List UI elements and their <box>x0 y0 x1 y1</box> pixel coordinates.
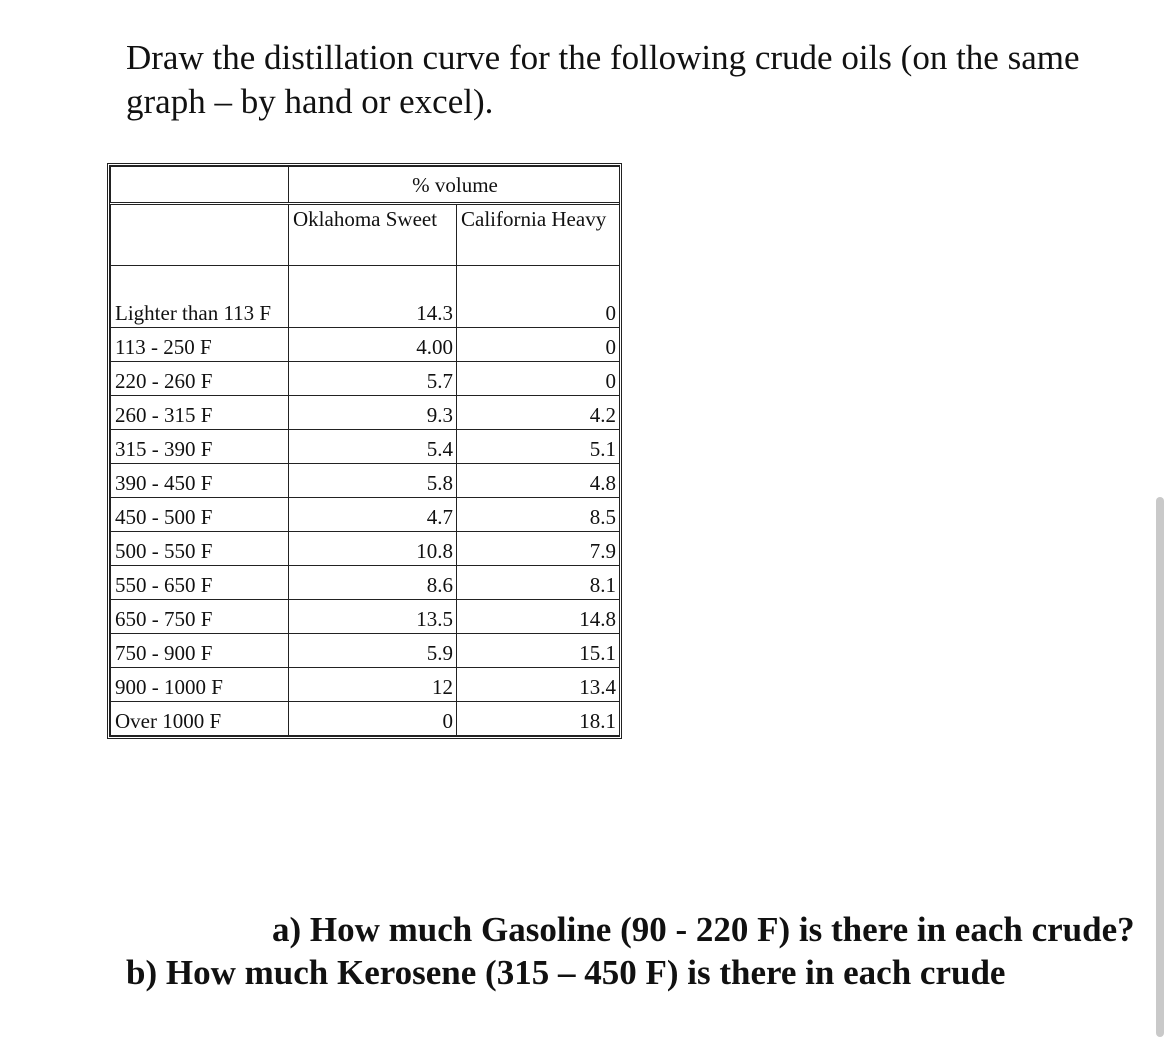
group-header-cell: % volume <box>289 167 620 204</box>
row-range-label: 113 - 250 F <box>111 328 289 362</box>
table-row <box>111 430 620 464</box>
table-row <box>111 702 620 736</box>
question-a: a) How much Gasoline (90 - 220 F) is there in each crude? <box>272 910 1135 949</box>
table-corner-cell <box>111 167 289 204</box>
table-row <box>111 600 620 634</box>
column-header-oklahoma: Oklahoma Sweet <box>289 204 457 266</box>
row-range-label: 500 - 550 F <box>111 532 289 566</box>
oklahoma-value: 5.8 <box>289 464 457 498</box>
california-value: 13.4 <box>457 668 620 702</box>
row-range-label: Over 1000 F <box>111 702 289 736</box>
oklahoma-value: 12 <box>289 668 457 702</box>
row-range-label: 315 - 390 F <box>111 430 289 464</box>
table-column-header-row <box>111 204 620 266</box>
california-value: 0 <box>457 266 620 328</box>
oklahoma-value: 4.7 <box>289 498 457 532</box>
oklahoma-value: 8.6 <box>289 566 457 600</box>
california-value: 7.9 <box>457 532 620 566</box>
row-range-label: 450 - 500 F <box>111 498 289 532</box>
row-range-label: Lighter than 113 F <box>111 266 289 328</box>
row-range-label: 750 - 900 F <box>111 634 289 668</box>
table-row <box>111 464 620 498</box>
california-value: 8.1 <box>457 566 620 600</box>
california-value: 5.1 <box>457 430 620 464</box>
california-value: 18.1 <box>457 702 620 736</box>
row-range-label: 550 - 650 F <box>111 566 289 600</box>
crude-oil-table <box>107 163 622 739</box>
table-group-header-row <box>111 167 620 204</box>
oklahoma-value: 13.5 <box>289 600 457 634</box>
table-row <box>111 566 620 600</box>
row-range-label: 650 - 750 F <box>111 600 289 634</box>
vertical-scrollbar[interactable] <box>1156 497 1164 1037</box>
row-range-label: 900 - 1000 F <box>111 668 289 702</box>
california-value: 0 <box>457 362 620 396</box>
california-value: 15.1 <box>457 634 620 668</box>
oklahoma-value: 5.4 <box>289 430 457 464</box>
oklahoma-value: 5.9 <box>289 634 457 668</box>
instructions-text: Draw the distillation curve for the following crude oils (on the same graph – by hand or excel). <box>126 38 1080 121</box>
oklahoma-value: 14.3 <box>289 266 457 328</box>
table-row <box>111 498 620 532</box>
table-corner-cell-2 <box>111 204 289 266</box>
oklahoma-value: 0 <box>289 702 457 736</box>
table-row <box>111 396 620 430</box>
california-value: 14.8 <box>457 600 620 634</box>
california-value: 8.5 <box>457 498 620 532</box>
row-range-label: 220 - 260 F <box>111 362 289 396</box>
table-row <box>111 634 620 668</box>
oklahoma-value: 5.7 <box>289 362 457 396</box>
questions-block <box>126 908 1136 994</box>
california-value: 4.8 <box>457 464 620 498</box>
row-range-label: 260 - 315 F <box>111 396 289 430</box>
table-row <box>111 266 620 328</box>
california-value: 0 <box>457 328 620 362</box>
row-range-label: 390 - 450 F <box>111 464 289 498</box>
table-row <box>111 668 620 702</box>
oklahoma-value: 10.8 <box>289 532 457 566</box>
oklahoma-value: 4.00 <box>289 328 457 362</box>
column-header-california: California Heavy <box>457 204 620 266</box>
table-row <box>111 362 620 396</box>
california-value: 4.2 <box>457 396 620 430</box>
question-b: b) How much Kerosene (315 – 450 F) is there in each crude <box>126 953 1006 992</box>
distillation-table <box>110 166 620 736</box>
table-row <box>111 532 620 566</box>
table-row <box>111 328 620 362</box>
oklahoma-value: 9.3 <box>289 396 457 430</box>
